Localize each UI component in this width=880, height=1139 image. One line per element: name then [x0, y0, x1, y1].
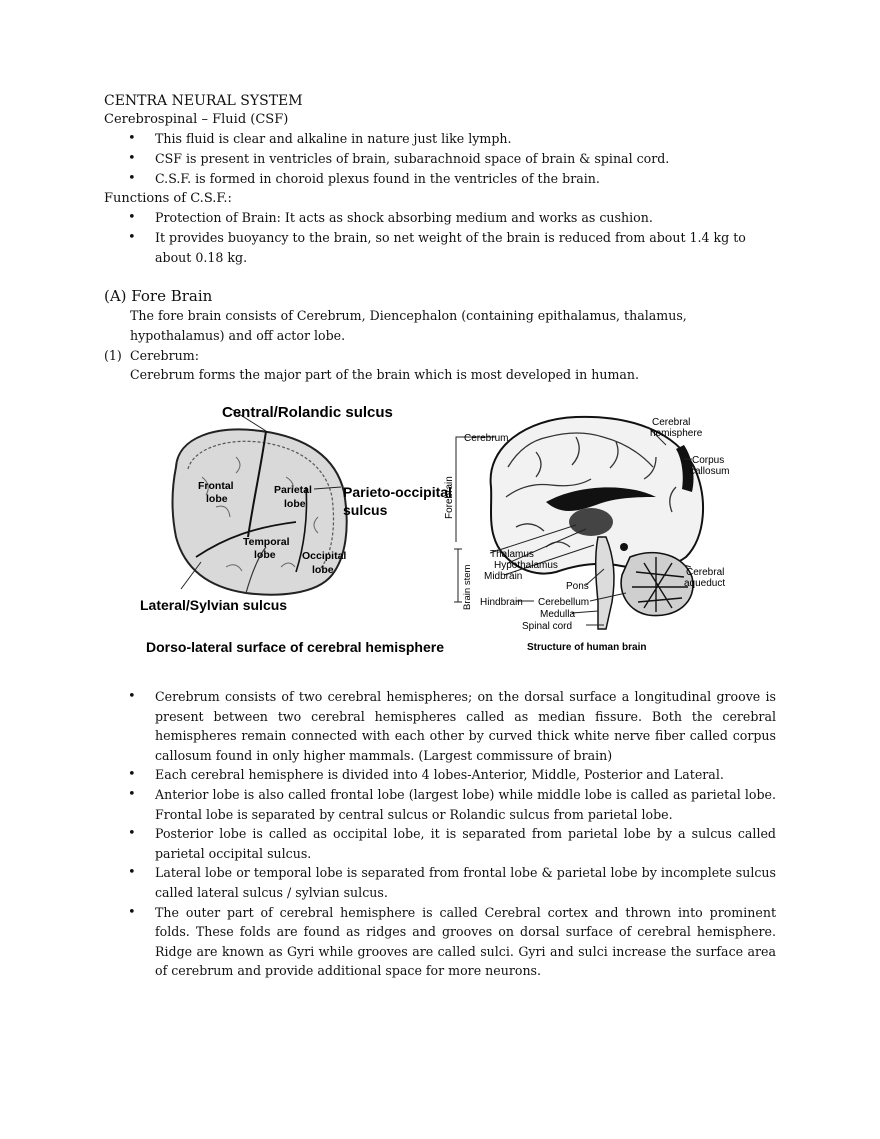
left-figure-caption: Dorso-lateral surface of cerebral hemisphere — [146, 639, 445, 655]
corpus-callosum-label: Corpus — [692, 455, 725, 466]
cerebrum-label: Cerebrum — [464, 433, 509, 444]
cerebral-aqueduct-label: Cerebral — [686, 567, 725, 578]
cerebral-hemisphere-label: Cerebral — [652, 417, 691, 428]
hindbrain-label: Hindbrain — [480, 597, 523, 608]
brain-illustration — [136, 397, 756, 665]
list-item: • Each cerebral hemisphere is divided into 4 lobes-Anterior, Middle, Posterior and Lateral. — [155, 765, 776, 785]
forebrain-label: Forebrain — [444, 476, 455, 519]
cerebral-hemisphere-label-2: hemisphere — [650, 428, 703, 439]
spinal-cord-label: Spinal cord — [522, 621, 573, 632]
parieto-occipital-label: Parieto-occipital — [343, 484, 452, 500]
brain-figure — [136, 397, 756, 665]
list-item: • It provides buoyancy to the brain, so net weight of the brain is reduced from about 1.4 kg to about 0.18 kg. — [155, 228, 776, 268]
fore-brain-heading: (A) Fore Brain — [104, 287, 213, 305]
occipital-lobe-label-2: lobe — [312, 564, 334, 576]
csf-list — [104, 129, 776, 189]
temporal-lobe-label: Temporal — [243, 536, 290, 548]
list-item: • C.S.F. is formed in choroid plexus found in the ventricles of the brain. — [155, 169, 776, 189]
pons-label: Pons — [566, 581, 589, 592]
frontal-lobe-label-2: lobe — [206, 493, 228, 505]
list-item: • This fluid is clear and alkaline in nature just like lymph. — [155, 129, 776, 149]
temporal-lobe-label-2: lobe — [254, 549, 276, 561]
medulla-label: Medulla — [540, 609, 576, 620]
parietal-lobe-label: Parietal — [274, 484, 312, 496]
occipital-lobe-label: Occipital — [302, 550, 347, 562]
brain-stem-label: Brain stem — [462, 564, 473, 610]
frontal-lobe-label: Frontal — [198, 480, 234, 492]
cerebrum-text: Cerebrum forms the major part of the brain which is most developed in human. — [130, 367, 640, 382]
central-sulcus-label: Central/Rolandic sulcus — [222, 404, 393, 421]
cerebellum-label: Cerebellum — [538, 597, 590, 608]
functions-list — [104, 208, 776, 268]
hypothalamus-label: Hypothalamus — [494, 560, 558, 571]
cerebrum-heading: Cerebrum: — [130, 348, 199, 363]
right-figure-caption: Structure of human brain — [527, 642, 647, 653]
list-item: • The outer part of cerebral hemisphere is called Cerebral cortex and thrown into prominent folds. These folds are found as ridges and grooves on dorsal surface of cerebral hemisphere. Ridge are known as Gyri while grooves are called sulci. Gyri and sulci increase the surface area of cerebrum and provide additional space for more neurons. — [155, 903, 776, 981]
document-page — [104, 92, 776, 981]
csf-heading: Cerebrospinal – Fluid (CSF) — [104, 112, 289, 127]
midbrain-label: Midbrain — [484, 571, 523, 582]
list-item: • Posterior lobe is called as occipital lobe, it is separated from parietal lobe by a sulcus called parietal occipital sulcus. — [155, 824, 776, 863]
cerebrum-list — [104, 687, 776, 981]
parieto-occipital-label-2: sulcus — [343, 502, 388, 518]
corpus-callosum-label-2: callosum — [690, 466, 730, 477]
list-item: • Anterior lobe is also called frontal lobe (largest lobe) while middle lobe is called as parietal lobe. Frontal lobe is separated by central sulcus or Rolandic sulcus from parietal lobe. — [155, 785, 776, 824]
section-number: (1) — [104, 348, 122, 363]
parietal-lobe-label-2: lobe — [284, 498, 306, 510]
list-item: • Cerebrum consists of two cerebral hemispheres; on the dorsal surface a longitudinal groove is present between two cerebral hemispheres called as median fissure. Both the cerebral hemispheres remain connected with each other by curved thick white nerve fiber called corpus callosum found in only higher mammals. (Largest commissure of brain) — [155, 687, 776, 765]
cerebrum-heading-row — [104, 346, 776, 365]
list-item: • CSF is present in ventricles of brain, subarachnoid space of brain & spinal cord. — [155, 149, 776, 169]
fore-brain-text: The fore brain consists of Cerebrum, Diencephalon (containing epithalamus, thalamus, hypothalamus) and off actor lobe. — [130, 308, 687, 343]
page-title: CENTRA NEURAL SYSTEM — [104, 93, 303, 109]
cerebral-aqueduct-label-2: aqueduct — [684, 578, 726, 589]
list-item: • Lateral lobe or temporal lobe is separated from frontal lobe & parietal lobe by incomplete sulcus called lateral sulcus / sylvian sulcus. — [155, 863, 776, 902]
thalamus-label: Thalamus — [490, 549, 534, 560]
lateral-sulcus-label: Lateral/Sylvian sulcus — [140, 597, 288, 613]
functions-heading: Functions of C.S.F.: — [104, 191, 232, 206]
list-item: • Protection of Brain: It acts as shock absorbing medium and works as cushion. — [155, 208, 776, 228]
